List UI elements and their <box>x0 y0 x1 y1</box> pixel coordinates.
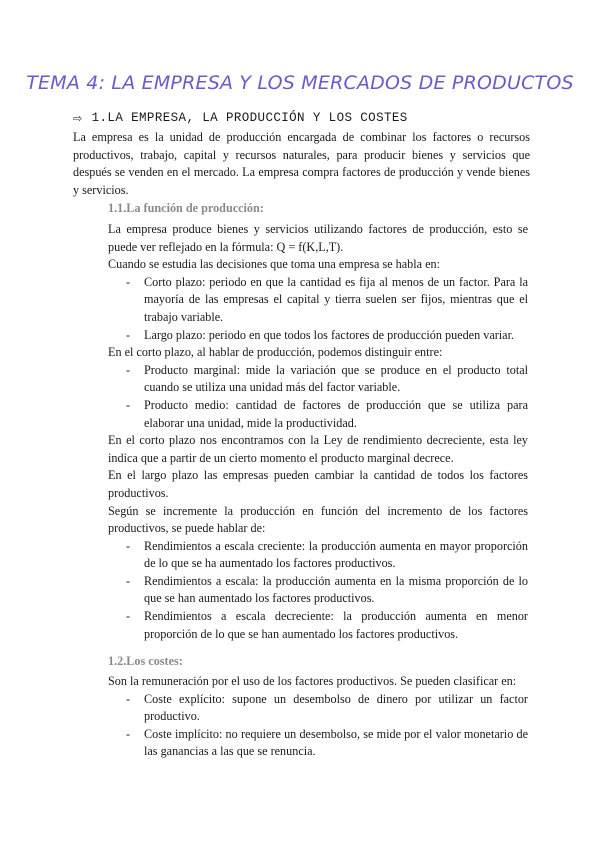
list-item-text: Coste implícito: no requiere un desembolso, se mide por el valor monetario de las ganancias a las que se renuncia. <box>144 726 528 759</box>
subheading-production-function: 1.1.La función de producción: <box>108 201 264 215</box>
costs-body <box>108 673 528 761</box>
list-item <box>108 573 528 608</box>
list-item <box>108 274 528 327</box>
production-function-body <box>108 221 528 643</box>
section-heading <box>73 111 408 125</box>
list-item-text: Producto marginal: mide la variación que se produce en el producto total cuando se utiliza una unidad más del factor variable. <box>144 362 528 395</box>
returns-list <box>108 538 528 644</box>
list-item-text: Corto plazo: periodo en que la cantidad es fija al menos de un factor. Para la mayoría de las empresas el capital y tierra suelen ser fijos, mientras que el trabajo variable. <box>144 274 528 324</box>
intro-paragraph: La empresa es la unidad de producción encargada de combinar los factores o recursos productivos, trabajo, capital y recursos naturales, para producir bienes y servicios que después se venden en el mercado. La empresa compra factores de producción y vende bienes y servicios. <box>73 130 530 197</box>
list-item-text: Rendimientos a escala creciente: la producción aumenta en mayor proporción de lo que se ha aumentado los factores productivos. <box>144 538 528 571</box>
arrow-right-icon: ⇨ <box>73 111 83 125</box>
dash-bullet: - <box>126 538 131 553</box>
list-item <box>108 691 528 726</box>
dash-bullet: - <box>126 573 131 588</box>
paragraph: En el corto plazo, al hablar de producción, podemos distinguir entre: <box>108 345 443 360</box>
dash-bullet: - <box>126 609 131 624</box>
cost-list <box>108 691 528 761</box>
product-list <box>108 362 528 432</box>
paragraph: En el corto plazo nos encontramos con la Ley de rendimiento decreciente, esta ley indica que a partir de un cierto momento el producto marginal decrece. <box>108 433 528 465</box>
paragraph: Son la remuneración por el uso de los factores productivos. Se pueden clasificar en: <box>108 674 517 688</box>
list-item-text: Producto medio: cantidad de factores de producción que se utiliza para elaborar una unidad, mide la productividad. <box>144 397 528 430</box>
list-item <box>108 726 528 761</box>
dash-bullet: - <box>126 274 131 289</box>
list-item <box>108 397 528 432</box>
term-list <box>108 274 528 344</box>
paragraph: Cuando se estudia las decisiones que toma una empresa se habla en: <box>108 257 441 272</box>
paragraph: Según se incremente la producción en función del incremento de los factores productivos, se puede hablar de: <box>108 503 528 536</box>
dash-bullet: - <box>126 327 131 342</box>
dash-bullet: - <box>126 691 131 706</box>
paragraph: La empresa produce bienes y servicios utilizando factores de producción, esto se puede ver reflejado en la fórmula: Q = f(K,L,T). <box>108 222 528 254</box>
list-item-text: Coste explícito: supone un desembolso de dinero por utilizar un factor productivo. <box>144 691 528 724</box>
section-heading-text: 1.LA EMPRESA, LA PRODUCCIÓN Y LOS COSTES <box>91 111 408 125</box>
list-item-text: Largo plazo: periodo en que todos los factores de producción pueden variar. <box>144 327 515 342</box>
subheading-costs: 1.2.Los costes: <box>108 654 183 668</box>
list-item-text: Rendimientos a escala: la producción aumenta en la misma proporción de lo que se han aumentado los factores productivos. <box>144 573 528 606</box>
page-title: TEMA 4: LA EMPRESA Y LOS MERCADOS DE PRODUCTOS <box>26 72 574 94</box>
dash-bullet: - <box>126 362 131 377</box>
paragraph: En el largo plazo las empresas pueden cambiar la cantidad de todos los factores productivos. <box>108 468 528 500</box>
dash-bullet: - <box>126 726 131 741</box>
dash-bullet: - <box>126 397 131 412</box>
list-item <box>108 608 528 643</box>
list-item-text: Rendimientos a escala decreciente: la producción aumenta en menor proporción de lo que se han aumentado los factores productivos. <box>144 609 528 641</box>
list-item <box>108 538 528 573</box>
list-item <box>108 362 528 397</box>
list-item <box>108 327 528 345</box>
